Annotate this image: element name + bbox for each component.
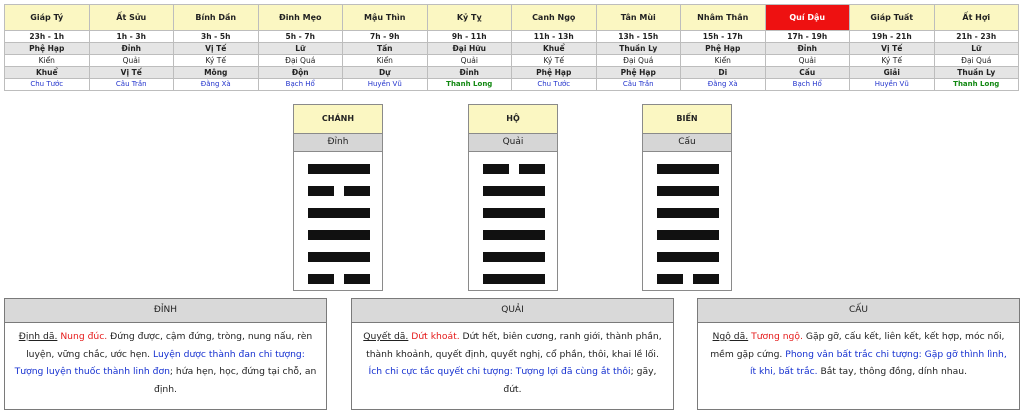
hour-time-cell: 5h - 7h [258,31,343,43]
hour-hex-a-cell: Tấn [343,43,428,55]
description-term: Quyết dã. [363,331,409,342]
line-segment [657,208,719,218]
yang-line [483,252,545,262]
hour-hex-c-cell: Phệ Hạp [596,67,681,79]
line-segment [657,186,719,196]
yang-line [483,230,545,240]
hour-name-cell[interactable]: Bính Dần [174,5,259,31]
description-text: ; gãy, đứt. [503,366,657,395]
hour-hex-c-cell: Vị Tế [89,67,174,79]
description-image: Ích chi cực tắc quyết chi tượng: Tượng lợi đã cùng ắt thôi [368,366,631,378]
hour-hex-b-cell: Kiển [681,55,766,67]
hour-hex-a-cell: Thuần Ly [596,43,681,55]
hour-hex-c-cell: Đỉnh [427,67,512,79]
line-segment [483,208,545,218]
hour-name-cell[interactable]: Mậu Thìn [343,5,428,31]
hour-hex-a-cell: Phệ Hạp [681,43,766,55]
hour-hex-b-cell: Quải [89,55,174,67]
hour-time-cell: 3h - 5h [174,31,259,43]
hour-spirit-cell: Thanh Long [427,79,512,91]
hour-time-cell: 9h - 11h [427,31,512,43]
hour-time-cell: 1h - 3h [89,31,174,43]
description-body [5,323,326,398]
hour-spirit-cell: Câu Trần [89,79,174,91]
hour-name-cell[interactable]: Canh Ngọ [512,5,597,31]
hour-hex-b-cell: Kiển [5,55,90,67]
yang-line [657,252,719,262]
yang-line [657,208,719,218]
description-body [352,323,673,398]
line-segment [483,230,545,240]
hour-name-cell-active[interactable]: Quí Dậu [765,5,850,31]
hexagram-card-name: Quải [469,134,557,152]
hour-spirit-cell: Câu Trần [596,79,681,91]
hexagram-card-label: HỘ [469,105,557,134]
description-title: CẤU [698,299,1019,323]
line-segment [657,230,719,240]
hour-hex-a-cell: Lữ [258,43,343,55]
description-box-quai [351,298,674,410]
hour-hex-a-cell: Đại Hữu [427,43,512,55]
hour-time-cell: 23h - 1h [5,31,90,43]
yang-line [483,186,545,196]
line-segment [519,164,545,174]
hour-hex-b-cell: Ký Tế [512,55,597,67]
line-segment [344,274,370,284]
hour-time-row [5,31,1019,43]
hour-time-cell: 17h - 19h [765,31,850,43]
hour-hex-c-cell: Phệ Hạp [512,67,597,79]
description-box-dinh [4,298,327,410]
description-title: ĐỈNH [5,299,326,323]
hour-spirit-cell: Huyền Vũ [343,79,428,91]
hour-table [4,4,1019,91]
hour-spirit-cell: Đằng Xà [174,79,259,91]
description-keyword: Tương ngộ. [751,331,803,342]
hexagram-lines [469,152,557,290]
hour-time-cell: 7h - 9h [343,31,428,43]
hour-hex-a-cell: Đỉnh [765,43,850,55]
description-term: Định dã. [18,331,58,342]
hour-spirit-cell: Bạch Hổ [258,79,343,91]
hour-hex-c-cell: Mông [174,67,259,79]
hour-hex-b-cell: Đại Quá [934,55,1019,67]
line-segment [344,186,370,196]
hour-hex-b-cell: Đại Quá [596,55,681,67]
hexagram-card-label: CHÁNH [294,105,382,134]
description-text: Đứng được, cậm đứng, tròng, nung nấu, rèn luyện, vững chắc, ước hẹn. [26,331,313,360]
hour-name-cell[interactable]: Nhâm Thân [681,5,766,31]
description-keyword: Dứt khoát. [411,331,460,342]
hour-hex-a-cell: Lữ [934,43,1019,55]
hour-hex-b-cell: Ký Tế [850,55,935,67]
description-text: Bắt tay, thông đồng, dính nhau. [817,366,968,378]
hour-spirit-row [5,79,1019,91]
hexagram-lines [294,152,382,290]
description-text: Dứt hết, biên cương, ranh giới, thành phần, thành khoảnh, quyết định, quyết nghị, cổ phần, thôi, khai lề lối. [366,331,662,360]
description-title: QUẢI [352,299,673,323]
hour-hexagram-row-b [5,55,1019,67]
yin-line [308,274,370,284]
hour-hexagram-row-c [5,67,1019,79]
description-image: Luyện dược thành đan chi tượng: Tượng luyện thuốc thành linh đơn [14,348,305,378]
yang-line [308,208,370,218]
line-segment [308,252,370,262]
hour-time-cell: 15h - 17h [681,31,766,43]
yang-line [657,186,719,196]
line-segment [657,274,683,284]
hour-hex-a-cell: Khuể [512,43,597,55]
hexagram-lines [643,152,731,290]
hexagram-card-name: Đỉnh [294,134,382,152]
description-body [698,323,1019,381]
hexagram-card-ho [468,104,558,291]
hour-spirit-cell: Bạch Hổ [765,79,850,91]
hour-name-cell[interactable]: Đinh Mẹo [258,5,343,31]
hour-time-cell: 13h - 15h [596,31,681,43]
hour-hex-c-cell: Cấu [765,67,850,79]
hour-spirit-cell: Đằng Xà [681,79,766,91]
description-box-cau [697,298,1020,410]
yang-line [308,252,370,262]
hour-hex-a-cell: Đỉnh [89,43,174,55]
yang-line [657,164,719,174]
hour-hex-c-cell: Khuể [5,67,90,79]
hour-hex-b-cell: Quải [427,55,512,67]
yang-line [308,230,370,240]
line-segment [308,186,334,196]
hexagram-card-chanh [293,104,383,291]
line-segment [308,164,370,174]
hour-hex-b-cell: Kiển [343,55,428,67]
description-text: ; hứa hẹn, học, đứng tại chỗ, an định. [154,366,317,395]
hour-hex-b-cell: Ký Tế [174,55,259,67]
hour-time-cell: 19h - 21h [850,31,935,43]
hour-time-cell: 11h - 13h [512,31,597,43]
hour-spirit-cell: Chu Tước [512,79,597,91]
line-segment [308,274,334,284]
line-segment [483,252,545,262]
hexagram-card-name: Cấu [643,134,731,152]
line-segment [483,164,509,174]
hour-hex-c-cell: Di [681,67,766,79]
yin-line [657,274,719,284]
hour-hexagram-row-a [5,43,1019,55]
hour-name-cell[interactable]: Ất Sửu [89,5,174,31]
hour-name-cell[interactable]: Tân Mùi [596,5,681,31]
hour-spirit-cell: Huyền Vũ [850,79,935,91]
hour-name-row [5,5,1019,31]
yang-line [483,208,545,218]
hour-hex-c-cell: Độn [258,67,343,79]
hour-name-cell[interactable]: Ất Hợi [934,5,1019,31]
hour-hex-c-cell: Dự [343,67,428,79]
line-segment [657,164,719,174]
line-segment [657,252,719,262]
line-segment [693,274,719,284]
hour-name-cell[interactable]: Giáp Tuất [850,5,935,31]
hour-hex-a-cell: Vị Tế [174,43,259,55]
hour-hex-b-cell: Đại Quá [258,55,343,67]
line-segment [308,230,370,240]
hour-spirit-cell: Thanh Long [934,79,1019,91]
yang-line [308,164,370,174]
hour-hex-b-cell: Quải [765,55,850,67]
hour-time-cell: 21h - 23h [934,31,1019,43]
hexagram-card-bien [642,104,732,291]
description-term: Ngộ dã. [712,331,749,342]
hour-hex-c-cell: Thuần Ly [934,67,1019,79]
hour-spirit-cell: Chu Tước [5,79,90,91]
hour-name-cell[interactable]: Kỷ Tỵ [427,5,512,31]
line-segment [308,208,370,218]
hour-hex-a-cell: Vị Tế [850,43,935,55]
hour-hex-a-cell: Phệ Hạp [5,43,90,55]
description-keyword: Nung đúc. [60,331,108,342]
yang-line [657,230,719,240]
yin-line [308,186,370,196]
hexagram-card-label: BIẾN [643,105,731,134]
description-text: Gặp gỡ, cấu kết, liên kết, kết hợp, móc nối, mềm gặp cứng. [710,331,1005,360]
line-segment [483,274,545,284]
yin-line [483,164,545,174]
line-segment [483,186,545,196]
hour-hex-c-cell: Giải [850,67,935,79]
hour-name-cell[interactable]: Giáp Tý [5,5,90,31]
yang-line [483,274,545,284]
description-image: Phong vân bất trắc chi tượng: Gặp gỡ thình lình, ít khi, bất trắc. [749,348,1007,378]
